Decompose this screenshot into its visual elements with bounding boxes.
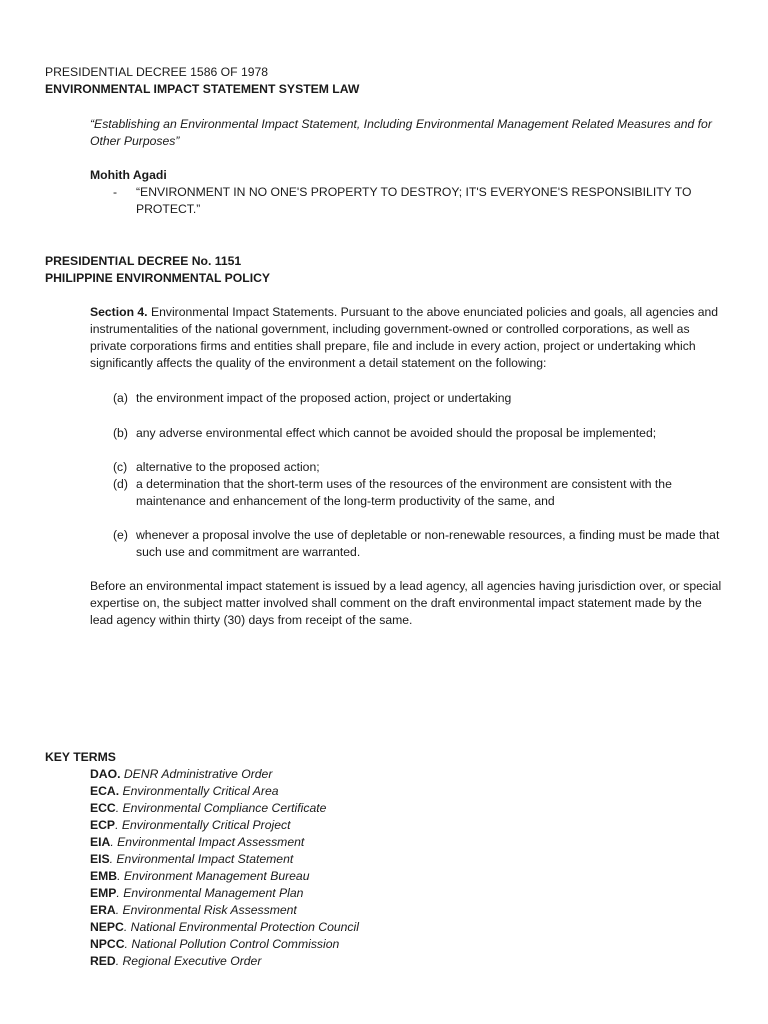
list-item-text: the environment impact of the proposed action, project or undertaking [136,391,512,405]
list-item-label: (e) [113,528,128,542]
term-definition: . Environmental Compliance Certificate [115,801,327,815]
list-item-label: (a) [113,391,128,405]
list-item-text: a determination that the short-term uses of the resources of the environment are consistent with the maintenance and enhancement of the long-term productivity of the same, and [136,477,672,508]
term-definition: . Environmental Impact Assessment [110,835,305,849]
author-name: Mohith Agadi [90,168,167,182]
closing-paragraph: Before an environmental impact statement is issued by a lead agency, all agencies having jurisdiction over, or special expertise on, the subject matter involved shall comment on the draft environmental impact statement made by the lead agency within thirty (30) days from receipt of the same. [90,579,722,627]
term-abbr: ECP [90,818,116,832]
term-definition: . Environmental Impact Statement [109,852,294,866]
list-item-label: (b) [113,426,128,440]
key-term [90,834,304,851]
bullet-dash: - [113,185,118,199]
term-abbr: NEPC [90,920,124,934]
pd1586-quote: “Establishing an Environmental Impact Statement, Including Environmental Management Related Measures and for Other Purposes” [90,117,712,148]
key-term [90,885,303,902]
key-terms-heading: KEY TERMS [45,750,116,764]
section-label: Section 4. [90,305,148,319]
key-term [90,817,290,834]
key-term [90,936,339,953]
pd1586-title: PRESIDENTIAL DECREE 1586 OF 1978 [45,65,269,79]
term-abbr: EMB [90,869,118,883]
term-definition: . Environmentally Critical Project [115,818,291,832]
section-text: Environmental Impact Statements. Pursuant to the above enunciated policies and goals, all agencies and instrumentalities of the national government, including government-owned or controlled corporations, as well as private corporations firms and entities shall prepare, file and include in every action, project or undertaking which significantly affects the quality of the environment a detail statement on the following: [90,305,719,370]
term-definition: Environmentally Critical Area [119,784,279,798]
term-abbr: RED [90,954,116,968]
pd1586-subtitle: ENVIRONMENTAL IMPACT STATEMENT SYSTEM LAW [45,82,360,96]
term-abbr: EIA [90,835,111,849]
section-4-paragraph [90,304,722,372]
term-definition: . National Environmental Protection Council [123,920,359,934]
term-definition: . National Pollution Control Commission [124,937,340,951]
key-term [90,851,293,868]
term-abbr: NPCC [90,937,125,951]
term-definition: . Regional Executive Order [115,954,262,968]
term-definition: . Environmental Management Plan [116,886,304,900]
key-term [90,766,272,783]
list-item-label: (c) [113,460,128,474]
term-abbr: EMP [90,886,117,900]
list-item-label: (d) [113,477,128,491]
list-item-text: whenever a proposal involve the use of depletable or non-renewable resources, a finding must be made that such use and commitment are warranted. [136,528,720,559]
key-term [90,783,279,800]
term-abbr: ERA [90,903,116,917]
key-term [90,800,326,817]
term-definition: . Environmental Risk Assessment [115,903,297,917]
key-term [90,868,310,885]
pd1151-title: PRESIDENTIAL DECREE No. 1151 [45,254,242,268]
term-abbr: ECA. [90,784,120,798]
key-term [90,902,297,919]
list-item-text: alternative to the proposed action; [136,460,320,474]
list-item-text: any adverse environmental effect which cannot be avoided should the proposal be implemented; [136,426,657,440]
term-definition: DENR Administrative Order [120,767,273,781]
key-term [90,953,261,970]
term-abbr: DAO. [90,767,121,781]
motto-bullet: “ENVIRONMENT IN NO ONE'S PROPERTY TO DESTROY; IT'S EVERYONE'S RESPONSIBILITY TO PROTECT.” [136,185,692,216]
term-abbr: ECC [90,801,116,815]
term-definition: . Environment Management Bureau [117,869,310,883]
pd1151-subtitle: PHILIPPINE ENVIRONMENTAL POLICY [45,271,271,285]
key-term [90,919,359,936]
term-abbr: EIS [90,852,110,866]
